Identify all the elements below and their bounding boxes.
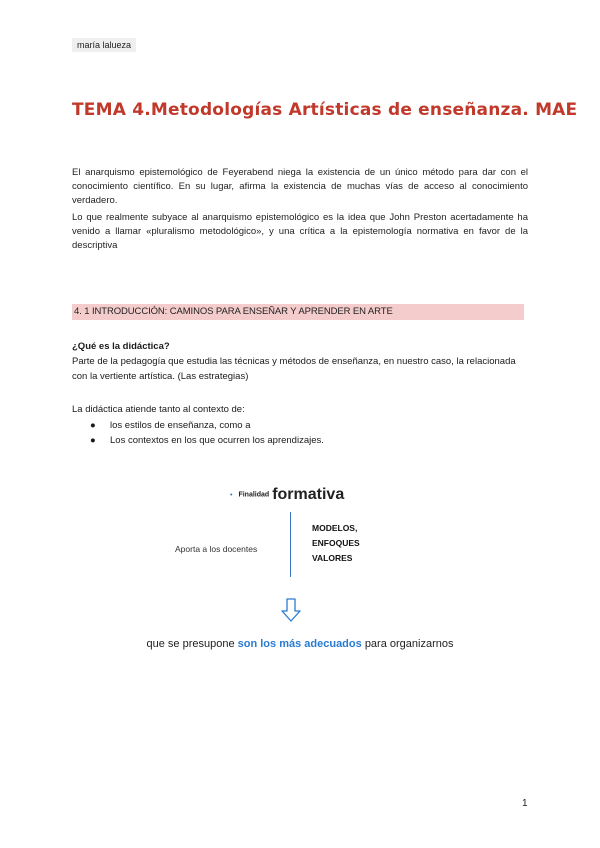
page-title: TEMA 4.Metodologías Artísticas de enseñanza. MAE [72,100,578,120]
bullet-icon: ● [90,420,96,431]
page-number: 1 [522,798,528,809]
conclusion-post: para organizarnos [364,638,454,650]
didactica-definition: Parte de la pedagogía que estudia las técnicas y métodos de enseñanza, en nuestro caso, la relacionada con la vertiente artística. (Las estrategias) [72,356,516,382]
bullet-icon: ● [90,435,96,446]
didactica-block [72,339,528,384]
intro-paragraph-2: Lo que realmente subyace al anarquismo epistemológico es la idea que John Preston acertadamente ha venido a llamar «pluralismo metodológico», y una crítica a la epistemología normativa en favor de la descriptiva [72,212,528,251]
diagram-finalidad [230,486,344,504]
attends-block [72,402,528,448]
didactica-diagram [0,480,600,660]
finalidad-small-label: Finalidad [238,491,270,499]
blue-dot-icon: • [230,491,233,499]
attends-list [72,418,528,448]
intro-paragraph-1: El anarquismo epistemológico de Feyerabend niega la existencia de un único método para dar con el conocimiento científico. En su lugar, afirma la existencia de muchas vías de acceso al conocimiento verdadero. [72,167,528,206]
list-item-text: Los contextos en los que ocurren los aprendizajes. [110,435,324,446]
conclusion-pre: que se presupone [146,638,235,650]
diagram-aporta-label: Aporta a los docentes [175,544,258,554]
diagram-item: VALORES [312,553,353,563]
down-arrow-icon [281,598,301,622]
didactica-question: ¿Qué es la didáctica? [72,341,170,352]
finalidad-big-label: formativa [272,486,345,503]
list-item [72,418,528,433]
section-heading: 4. 1 INTRODUCCIÓN: CAMINOS PARA ENSEÑAR Y APRENDER EN ARTE [72,304,524,320]
attends-intro: La didáctica atiende tanto al contexto de: [72,404,245,415]
author-tag: maría lalueza [72,38,136,52]
conclusion-highlight: son los más adecuados [237,638,362,650]
intro-text [72,166,528,256]
diagram-item: MODELOS, [312,523,358,533]
diagram-divider [290,512,291,577]
diagram-item: ENFOQUES [312,538,360,548]
list-item-text: los estilos de enseñanza, como a [110,420,251,431]
list-item [72,433,528,448]
diagram-conclusion [0,638,600,650]
diagram-items [312,521,360,566]
